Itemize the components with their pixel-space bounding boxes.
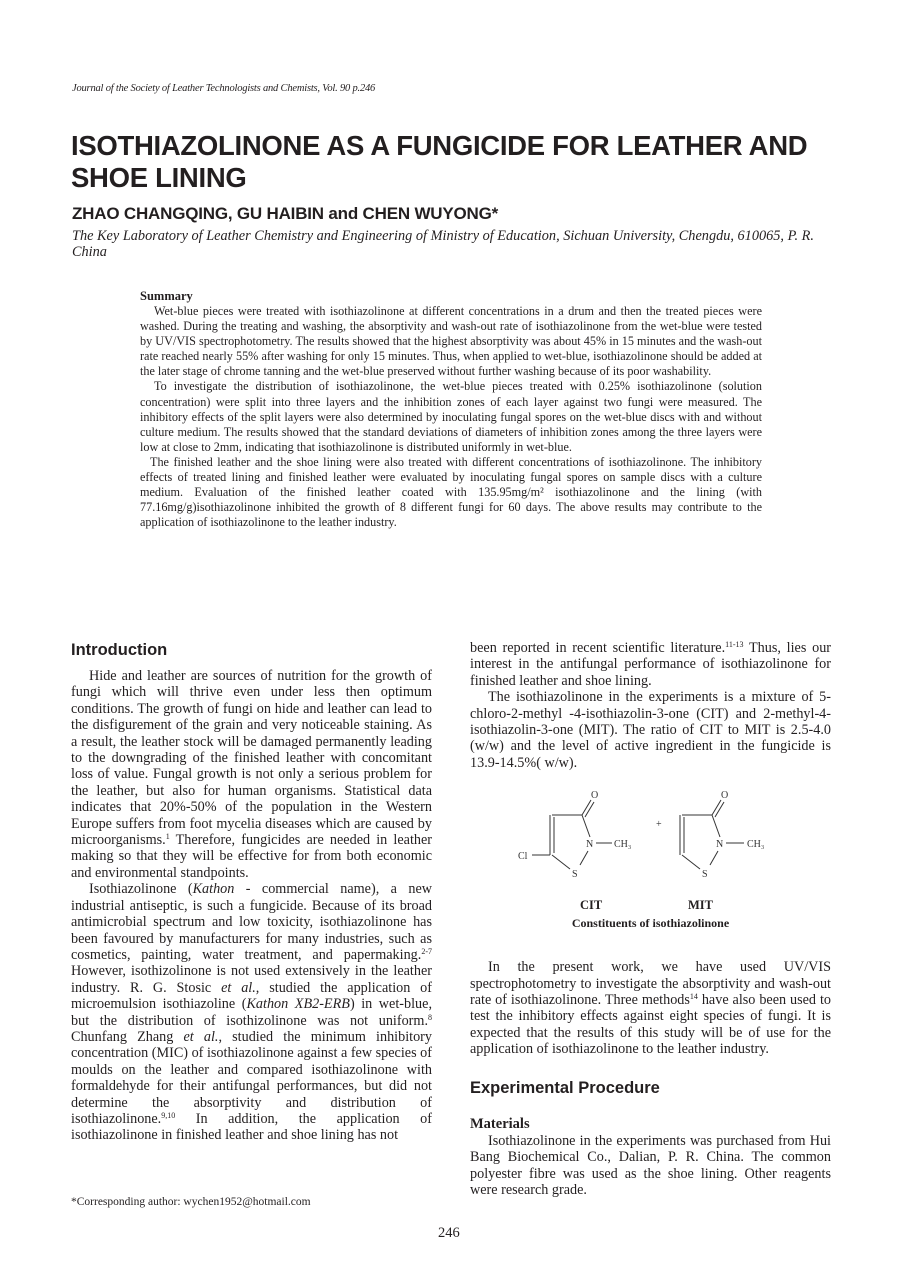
- figure-caption: Constituents of isothiazolinone: [571, 916, 730, 931]
- materials-paragraph: Isothiazolinone in the experiments was purchased from Hui Bang Biochemical Co., Dalian, P. R. China. The common polyester fibre was used as the shoe lining. Other reagents were research grade.: [470, 1132, 831, 1198]
- intro-paragraph-2-continued: been reported in recent scientific literature.$^{11-13}$ Thus, lies our interest in the antifungal performance of isothiazolinone for finished leather and shoe lining.: [470, 640, 832, 689]
- svg-text:N: N: [586, 839, 594, 851]
- intro-paragraph-3: The isothiazolinone in the experiments is a mixture of 5-chloro-2-methyl -4-isothiazolin-3-one (CIT) and 2-methyl-4-isothiazolin-3-one (MIT). The ratio of CIT to MIT is 2.5-4.0 (w/w) and the level of active ingredient in the fungicide is 13.9-14.5%( w/w).: [470, 689, 831, 771]
- cit-label: CIT: [580, 898, 603, 913]
- citation: 2-7: [421, 946, 432, 956]
- svg-text:Cl: Cl: [518, 851, 528, 863]
- svg-text:S: S: [702, 869, 708, 881]
- page-number: 246: [438, 1225, 460, 1241]
- summary-paragraph: The finished leather and the shoe lining were also treated with different concentrations of isothiazolinone. The inhibitory effects of treated lining and finished leather were evaluated by inoculating fungal spores on sample discs with a culture medium. Evaluation of the finished leather coated with 135.95mg/m² isothiazolinone and the lining (with 77.16mg/g)isothiazolinone inhibited the growth of 8 different fungi for 60 days. The above results may contribute to the application of isothiazolinone to the leather industry.: [140, 454, 762, 530]
- chemical-structure-figure: [470, 785, 831, 935]
- svg-text:O: O: [721, 790, 729, 802]
- intro-paragraph-2: Isothiazolinone (Kathon - commercial name), a new industrial antiseptic, is such a fungicide. Because of its broad antimicrobial spectrum and low toxicity, isothiazolinone has been favoured by manufacturers for many industries, such as cosmetics, painting, water treatment, and papermaking.$^{2-7}$ However, isothizolinone is not used extensively in the leather industry. R. G. Stosic et al., studied the application of microemulsion isothiazoline (Kathon XB2-ERB) in wet-blue, but the distribution of isothizolinone was not uniform.$^8$ Chunfang Zhang et al., studied the minimum inhibitory concentration (MIC) of isothiazolinone against a few species of moulds on the leather and compared isothiazolinone with formaldehyde for their antifungal performances, but did not determine the absorptivity and distribution of isothiazolinone.$^{9,10}$ In addition, the application of isothiazolinone in finished leather and shoe lining has not: [71, 881, 433, 1144]
- citation: 9,10: [161, 1110, 176, 1120]
- svg-text:O: O: [591, 790, 599, 802]
- intro-paragraph-4: In the present work, we have used UV/VIS spectrophotometry to investigate the absorptivity and wash-out rate of isothiazolinone. Three methods$^{14}$ have also been used to test the inhibitory effects against eight species of fungi. It is expected that the results of this study will be of use for the application of isothiazolinone to the leather industry.: [470, 959, 831, 1058]
- svg-text:N: N: [716, 839, 724, 851]
- citation: 11-13: [725, 640, 744, 649]
- author-list: ZHAO CHANGQING, GU HAIBIN and CHEN WUYONG*: [72, 204, 499, 223]
- journal-header: Journal of the Society of Leather Technologists and Chemists, Vol. 90 p.246: [72, 83, 376, 94]
- svg-text:CH₃: CH₃: [614, 839, 632, 851]
- corresponding-author-footnote: *Corresponding author: wychen1952@hotmail.com: [71, 1196, 311, 1208]
- right-column: [470, 640, 831, 1198]
- citation: 8: [428, 1012, 432, 1022]
- intro-paragraph-1: Hide and leather are sources of nutrition for the growth of fungi which will thrive even under less then optimum conditions. The growth of fungi on hide and leather can lead to the disfigurement of the grain and very noticeable staining. As a result, the leather stock will be damaged permanently leading to the downgrading of the finished leather with concomitant loss of value. Fungal growth is not only a serious problem for the leather, but also for human organisms. Statistical data indicates that 20%-50% of the population in the Western Europe suffers from foot mycelia diseases which are caused by microorganisms.$^1$ Therefore, fungicides are needed in leather making so that they will be effective for from both economic and environmental standpoints.: [71, 668, 432, 881]
- article-title: ISOTHIAZOLINONE AS A FUNGICIDE FOR LEATHER AND SHOE LINING: [71, 130, 808, 193]
- summary-paragraph: To investigate the distribution of isothiazolinone, the wet-blue pieces treated with 0.25% isothiazolinone (solution concentration) were split into three layers and the inhibition zones of each layer against two fungi were measured. The inhibitory effects of the split layers were also determined by inoculating fungal spores on the wet-blue discs with and without culture medium. The results showed that the standard deviations of diameters of inhibition zones among the three layers were low at close to 2mm, indicating that isothiazolinone is distributed uniformly in wet-blue.: [140, 379, 762, 454]
- summary-heading: Summary: [140, 289, 193, 303]
- affiliation: The Key Laboratory of Leather Chemistry and Engineering of Ministry of Education, Sichuan University, Chengdu, 610065, P. R. China: [72, 228, 814, 260]
- introduction-heading: Introduction: [71, 641, 168, 659]
- left-column: [71, 640, 432, 1144]
- citation: 1: [165, 832, 170, 842]
- summary-section: [140, 289, 762, 530]
- isothiazolinone-structures-icon: [470, 785, 831, 910]
- svg-text:+: +: [656, 819, 662, 831]
- experimental-heading: Experimental Procedure: [470, 1078, 660, 1097]
- summary-paragraph: Wet-blue pieces were treated with isothiazolinone at different concentrations in a drum and then the treated pieces were washed. During the treating and washing, the absorptivity and wash-out rate of isothiazolinone from the wet-blue were tested by UV/VIS spectrophotometry. The results showed that the highest absorptivity was about 45% in 15 minutes and the wash-out rate reached nearly 55% after washing for only 15 minutes. Thus, when applied to wet-blue, isothiazolinone should be added at the later stage of chrome tanning and the wet-blue preserved without further washing because of its poor washability.: [140, 304, 762, 379]
- materials-heading: Materials: [470, 1115, 530, 1132]
- svg-text:S: S: [572, 869, 578, 881]
- mit-label: MIT: [688, 898, 713, 913]
- citation: 14: [689, 992, 698, 1002]
- svg-text:CH₃: CH₃: [747, 839, 765, 851]
